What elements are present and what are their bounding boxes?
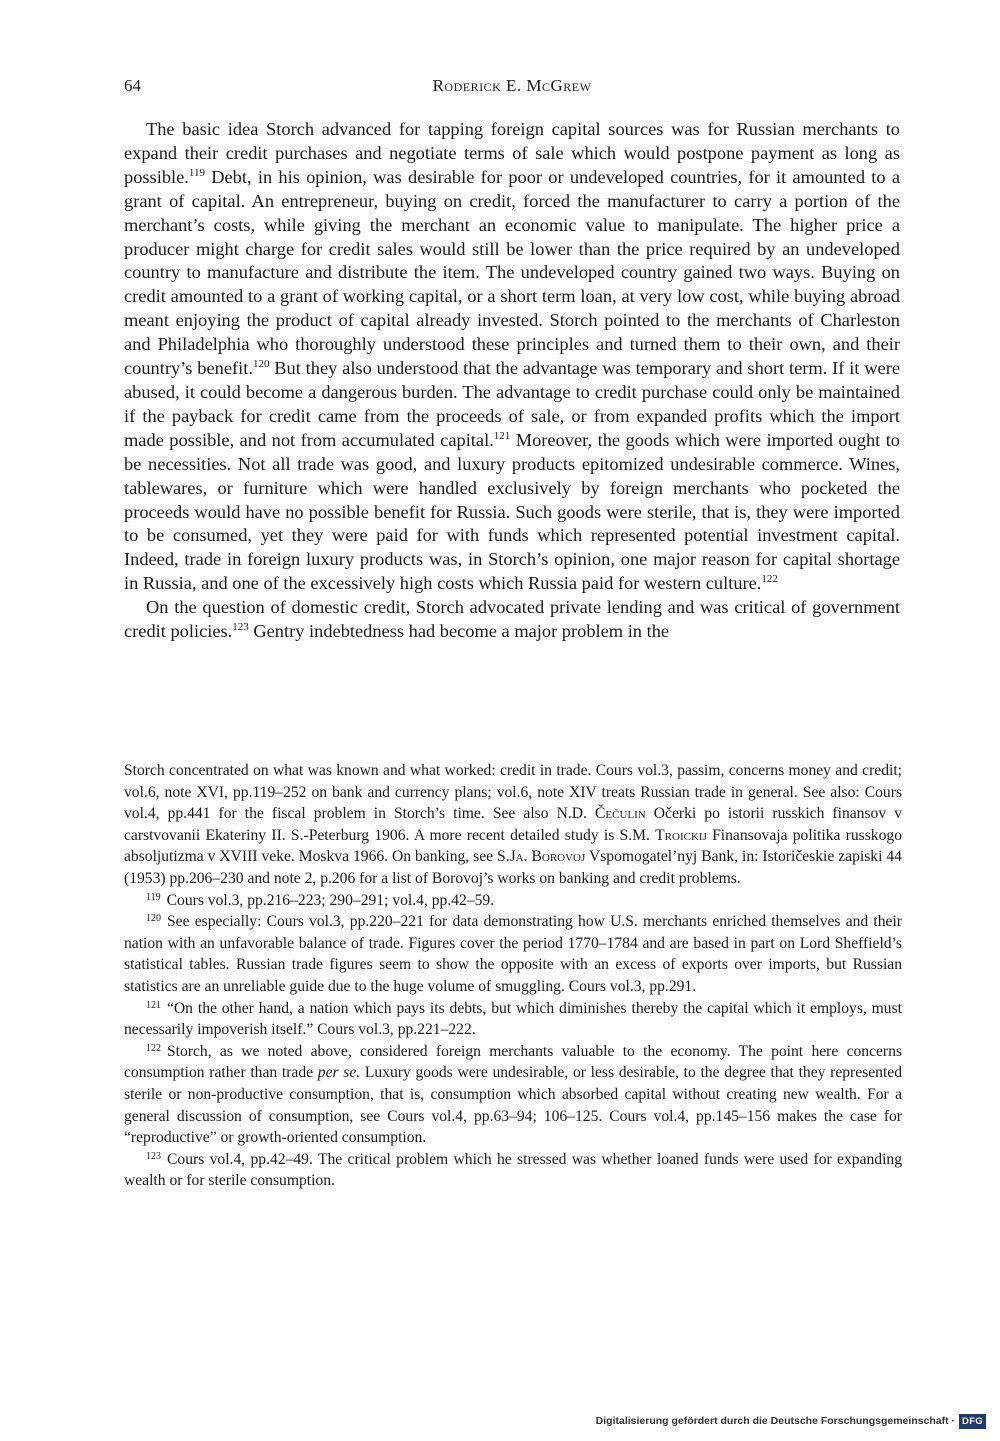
paragraph [124,596,900,644]
text-segment: Finansovaja politika russkogo absoljutizma v XVIII veke. Moskva 1966. On banking, see S. [124,826,902,866]
paragraph [124,118,900,596]
text-segment: Debt, in his opinion, was desirable for poor or undeveloped countries, for it amounted to a grant of capital. An entrepreneur, buying on credit, forced the manufacturer to carry a portion of the merchant’s costs, while giving the merchant an economic value to manipulate. The higher price a producer might charge for credit sales would still be lower than the price required by an undeveloped country to manufacture and distribute the item. The undeveloped country gained two ways. Buying on credit amounted to a grant of working capital, or a short term loan, at very low cost, while buying abroad meant enjoying the product of capital already invested. Storch pointed to the merchants of Charleston and Philadelphia who thoroughly understood these principles and turned them to their own, and their country’s benefit. [124,166,900,379]
footnote-123 [124,1149,902,1192]
footnote-text: See especially: Cours vol.3, pp.220–221 for data demonstrating how U.S. merchants enriched themselves and their nation with an unfavorable balance of trade. Figures cover the period 1770–1784 and are based in part on Lord Sheffield’s statistical tables. Russian trade figures seem to show the opposite with an excess of exports over imports, but Russian statistics are an unreliable guide due to the huge volume of smuggling. Cours vol.3, pp.291. [124,913,902,995]
text-segment: Gentry indebtedness had become a major problem in the [248,621,670,642]
footnote-number: 123 [146,1150,161,1162]
footnote-text: “On the other hand, a nation which pays its debts, but which diminishes thereby the capital which it employs, must necessarily impoverish itself.” Cours vol.3, pp.221–222. [124,999,902,1039]
footnote-number: 120 [146,913,161,925]
footnote-text: Cours vol.3, pp.216–223; 290–291; vol.4, pp.42–59. [166,891,495,909]
italic-text: per se. [317,1064,361,1082]
text-segment: Moreover, the goods which were imported ought to be necessities. Not all trade was good, and luxury products epitomized undesirable commerce. Wines, tablewares, or furniture which were handled exclusively by foreign merchants who pocketed the proceeds would have no possible benefit for Russia. Such goods were sterile, that is, they were imported to be consumed, yet they were paid for with funds which represented potential investment capital. Indeed, trade in foreign luxury products was, in Storch’s opinion, one major reason for capital shortage in Russia, and one of the excessively high costs which Russia paid for western culture. [124,429,901,594]
footer-text: Digitalisierung gefördert durch die Deutsche Forschungsgemeinschaft · [595,1415,956,1427]
text-segment: Vspomogatel’nyj Bank, in: Istoričeskie zapiski 44 (1953) pp.206–230 and note 2, p.206 for a list of Borovoj’s works on banking and credit problems. [124,848,902,887]
author-name: Ja. Borovoj [509,848,586,866]
footnote-121 [124,998,902,1041]
footnote-text: Luxury goods were undesirable, or less desirable, to the degree that they represented sterile or non-productive consumption, that is, consumption which absorbed capital without creating new wealth. For a general discussion of consumption, see Cours vol.4, pp.63–94; 106–125. Cours vol.4, pp.145–156 makes the case for “reproductive” or growth-oriented consumption. [124,1064,902,1147]
page-header [124,76,900,100]
footnote-number: 121 [146,999,161,1011]
footnote-ref: 119 [188,166,205,179]
text-segment: Storch concentrated on what was known and what worked: credit in trade. Cours vol.3, passim, concerns money and credit; vol.6, note XVI, pp.119–252 on bank and currency plans; vol.6, note XIV treats Russian trade in general. See also: Cours vol.4, pp.441 for the fiscal problem in Storch’s time. See also N.D. [124,762,902,823]
text-segment: Očerki po istorii russkich finansov v carstvovanii Ekateriny II. S.-Peterburg 1906. A more recent detailed study is S.M. [124,805,902,844]
main-text [124,118,900,644]
footnote-ref: 122 [761,573,778,586]
footnote-ref: 121 [493,429,511,442]
running-head: Roderick E. McGrew [432,76,592,95]
dfg-logo-icon: DFG [959,1414,986,1429]
footnote-text: Cours vol.4, pp.42–49. The critical problem which he stressed was whether loaned funds were used for expanding wealth or for sterile consumption. [124,1150,902,1190]
footnote-120 [124,911,902,997]
footnote-ref: 123 [232,621,249,634]
author-name: Troickij [655,826,707,844]
author-name: Čečulin [594,805,646,823]
footnote-text: Storch, as we noted above, considered foreign merchants valuable to the economy. The point here concerns consumption rather than trade [124,1042,902,1082]
footnote-continuation [124,760,902,890]
digitization-footer [596,1411,986,1431]
footnote-number: 119 [146,891,161,903]
text-segment: On the question of domestic credit, Storch advocated private lending and was critical of government credit policies. [124,597,900,642]
footnote-ref: 120 [252,358,270,371]
text-segment: The basic idea Storch advanced for tapping foreign capital sources was for Russian merchants to expand their credit purchases and negotiate terms of sale which would postpone payment as long as possible. [124,119,900,187]
page-number: 64 [124,76,141,95]
footnote-119 [124,890,902,912]
footnote-122 [124,1041,902,1149]
text-segment: But they also understood that the advantage was temporary and short term. If it were abused, it could become a dangerous burden. The advantage to credit purchase could only be maintained if the payback for credit came from the proceeds of sale, or from expanded profits which the import made possible, and not from accumulated capital. [124,358,901,450]
footnote-number: 122 [146,1042,161,1054]
footnotes [124,760,902,1192]
